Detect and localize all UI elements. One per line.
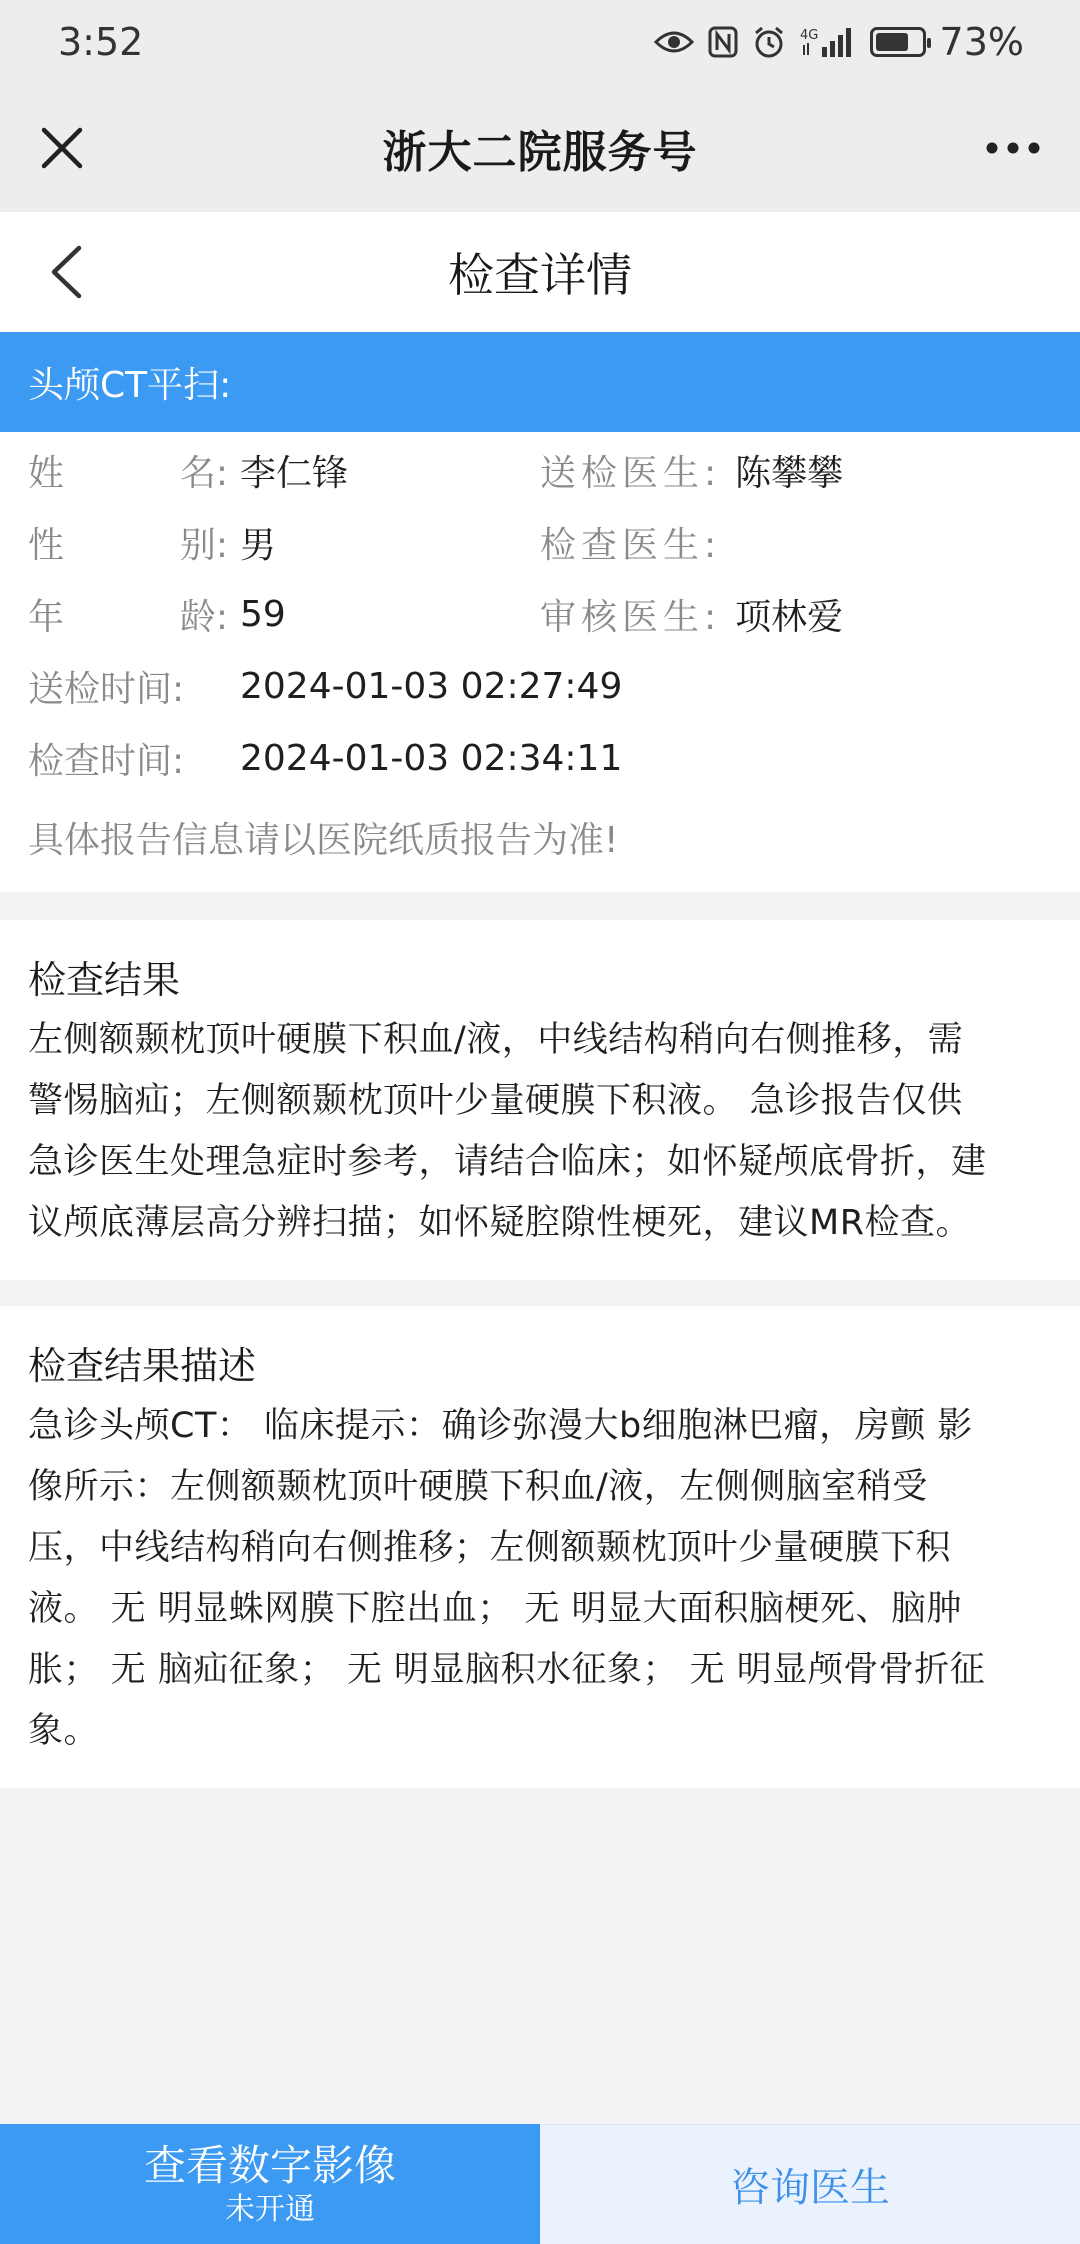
gender-value: 男 bbox=[240, 524, 277, 566]
referring-doctor-row bbox=[540, 442, 843, 498]
description-line: 象。 bbox=[28, 1711, 100, 1751]
result-line: 左侧额颞枕顶叶硬膜下积血/液，中线结构稍向右侧推移，需 bbox=[28, 1020, 964, 1060]
referring-doctor-label: 送检医生: bbox=[540, 452, 722, 494]
network-type: 4G bbox=[799, 28, 818, 43]
description-line: 液。 无 明显蛛网膜下腔出血； 无 明显大面积脑梗死、脑肿 bbox=[28, 1589, 963, 1629]
alarm-icon bbox=[752, 22, 786, 62]
exam-time-value: 2024-01-03 02:34:11 bbox=[240, 737, 623, 779]
description-text bbox=[28, 1396, 1052, 1762]
battery-icon bbox=[870, 27, 926, 57]
description-line: 像所示：左侧额颞枕顶叶硬膜下积血/液，左侧侧脑室稍受 bbox=[28, 1467, 928, 1507]
age-label: 年 龄: bbox=[28, 596, 228, 638]
view-images-label: 查看数字影像 bbox=[143, 2141, 396, 2190]
result-line: 议颅底薄层高分辨扫描；如怀疑腔隙性梗死，建议MR检查。 bbox=[28, 1203, 972, 1243]
app-title: 浙大二院服务号 bbox=[382, 127, 698, 178]
more-icon bbox=[985, 141, 1041, 155]
description-section bbox=[0, 1306, 1080, 1788]
view-digital-images-button[interactable] bbox=[0, 2124, 540, 2244]
exam-name: 头颅CT平扫: bbox=[28, 364, 232, 406]
back-button[interactable] bbox=[34, 240, 98, 304]
description-title: 检查结果描述 bbox=[28, 1344, 257, 1388]
result-section bbox=[0, 920, 1080, 1280]
gender-label: 性 别: bbox=[28, 524, 228, 566]
nfc-icon bbox=[708, 22, 738, 62]
submit-time-value: 2024-01-03 02:27:49 bbox=[240, 665, 623, 707]
exam-doctor-label: 检查医生: bbox=[540, 524, 722, 566]
result-line: 急诊医生处理急症时参考，请结合临床；如怀疑颅底骨折，建 bbox=[28, 1142, 987, 1182]
battery-percent: 73% bbox=[939, 20, 1024, 64]
referring-doctor-value: 陈攀攀 bbox=[735, 452, 844, 494]
name-value: 李仁锋 bbox=[240, 452, 349, 494]
more-button[interactable] bbox=[978, 116, 1048, 180]
status-icons bbox=[654, 20, 1024, 64]
description-line: 急诊头颅CT： 临床提示：确诊弥漫大b细胞淋巴瘤，房颤 影 bbox=[28, 1406, 973, 1446]
close-icon bbox=[40, 126, 84, 170]
consult-doctor-label: 咨询医生 bbox=[730, 2165, 890, 2211]
eye-icon bbox=[654, 22, 694, 62]
exam-doctor-row bbox=[540, 514, 735, 570]
review-doctor-row bbox=[540, 586, 843, 642]
review-doctor-value: 项林爱 bbox=[735, 596, 844, 638]
result-title: 检查结果 bbox=[28, 958, 181, 1002]
result-text bbox=[28, 1010, 1052, 1254]
name-label: 姓 名: bbox=[28, 452, 228, 494]
patient-info-card bbox=[0, 432, 1080, 892]
bottom-action-bar bbox=[0, 2124, 1080, 2244]
age-value: 59 bbox=[240, 593, 286, 635]
signal-icon bbox=[800, 22, 856, 62]
exam-time-label: 检查时间: bbox=[28, 740, 185, 782]
page-header bbox=[0, 212, 1080, 332]
report-notice: 具体报告信息请以医院纸质报告为准! bbox=[28, 820, 619, 861]
page-title: 检查详情 bbox=[448, 248, 632, 302]
age-row bbox=[28, 586, 286, 642]
exam-name-banner bbox=[0, 332, 1080, 432]
status-time: 3:52 bbox=[58, 20, 144, 64]
app-bar bbox=[0, 84, 1080, 212]
result-line: 警惕脑疝；左侧额颞枕顶叶少量硬膜下积液。 急诊报告仅供 bbox=[28, 1081, 963, 1121]
battery-fill bbox=[876, 33, 908, 51]
view-images-status: 未开通 bbox=[225, 2192, 315, 2227]
close-button[interactable] bbox=[30, 116, 94, 180]
exam-time-row bbox=[28, 730, 622, 786]
review-doctor-label: 审核医生: bbox=[540, 596, 722, 638]
description-line: 胀； 无 脑疝征象； 无 明显脑积水征象； 无 明显颅骨骨折征 bbox=[28, 1650, 986, 1690]
consult-doctor-button[interactable] bbox=[540, 2124, 1080, 2244]
status-bar bbox=[0, 0, 1080, 84]
name-row bbox=[28, 442, 348, 498]
gender-row bbox=[28, 514, 276, 570]
back-chevron-icon bbox=[49, 245, 83, 299]
submit-time-label: 送检时间: bbox=[28, 668, 185, 710]
submit-time-row bbox=[28, 658, 622, 714]
description-line: 压，中线结构稍向右侧推移；左侧额颞枕顶叶少量硬膜下积 bbox=[28, 1528, 952, 1568]
